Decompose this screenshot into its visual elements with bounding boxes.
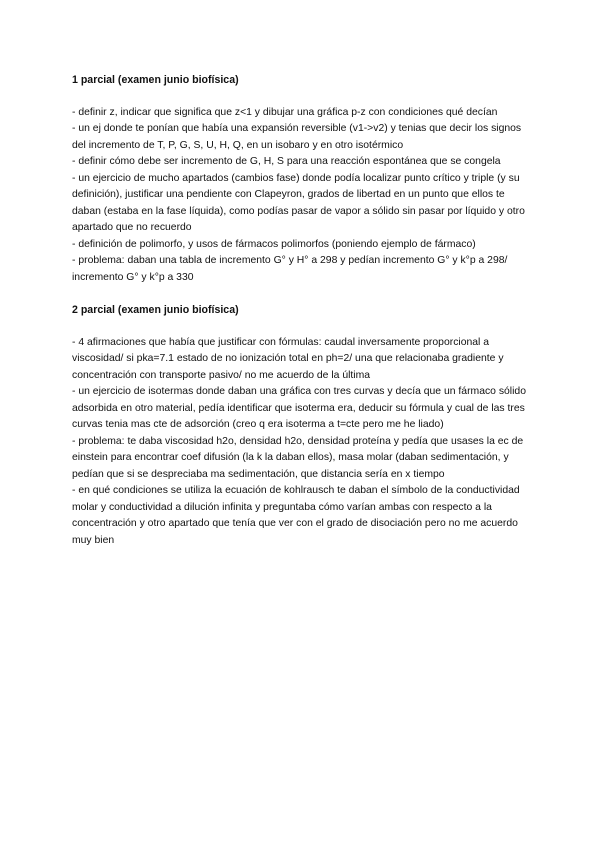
list-item: - en qué condiciones se utiliza la ecuación de kohlrausch te daban el símbolo de la conductividad molar y conductividad a dilución infinita y preguntaba cómo varían ambas con respecto a la concentración y otro apartado que tenía que ver con el grado de disociación pero no me acuerdo muy bien <box>72 485 520 546</box>
list-item: - definir z, indicar que significa que z<1 y dibujar una gráfica p-z con condiciones qué decían <box>72 106 498 118</box>
document-body <box>72 72 528 549</box>
list-item: - un ejercicio de mucho apartados (cambios fase) donde podía localizar punto crítico y triple (y su definición), justificar una pendiente con Clapeyron, grados de libertad en un punto que ellos te daban (estaba en la fase líquida), como podías pasar de vapor a sólido sin pasar por líquido y otro apartado que no recuerdo <box>72 172 525 233</box>
section-1 <box>72 72 528 286</box>
list-item: - un ejercicio de isotermas donde daban una gráfica con tres curvas y decía que un fármaco sólido adsorbida en otro material, pedía identificar que isoterma era, deducir su fórmula y cual de las tres curvas tenia mas cte de adsorción (creo q era isoterma a t=cte pero me he liado) <box>72 386 526 430</box>
list-item: - definir cómo debe ser incremento de G, H, S para una reacción espontánea que se congela <box>72 156 501 167</box>
section-2 <box>72 302 528 549</box>
list-item: - problema: daban una tabla de incremento G° y H° a 298 y pedían incremento G° y k°p a 298/ incremento G° y k°p a 330 <box>72 255 508 283</box>
list-item: - problema: te daba viscosidad h2o, densidad h2o, densidad proteína y pedía que usases la ec de einstein para encontrar coef difusión (la k la daban ellos), masa molar (daban sedimentación, y pedían que si se despreciaba ma sedimentación, que distancia sería en x tiempo <box>72 435 524 480</box>
section-title: 1 parcial (examen junio biofísica) <box>72 74 239 86</box>
section-spacer <box>72 286 528 302</box>
list-item: - un ej donde te ponían que había una expansión reversible (v1->v2) y tenias que decir los signos del incremento de T, P, G, S, U, H, Q, en un isobaro y en otro isotérmico <box>72 123 522 151</box>
section-title: 2 parcial (examen junio biofísica) <box>72 304 239 316</box>
list-item: - definición de polimorfo, y usos de fármacos polimorfos (poniendo ejemplo de fármaco) <box>72 238 476 250</box>
list-item: - 4 afirmaciones que había que justificar con fórmulas: caudal inversamente proporcional a viscosidad/ si pka=7.1 estado de no ionización total en ph=2/ una que relacionaba gradiente y concentración con transporte pasivo/ no me acuerdo de la última <box>72 336 504 381</box>
